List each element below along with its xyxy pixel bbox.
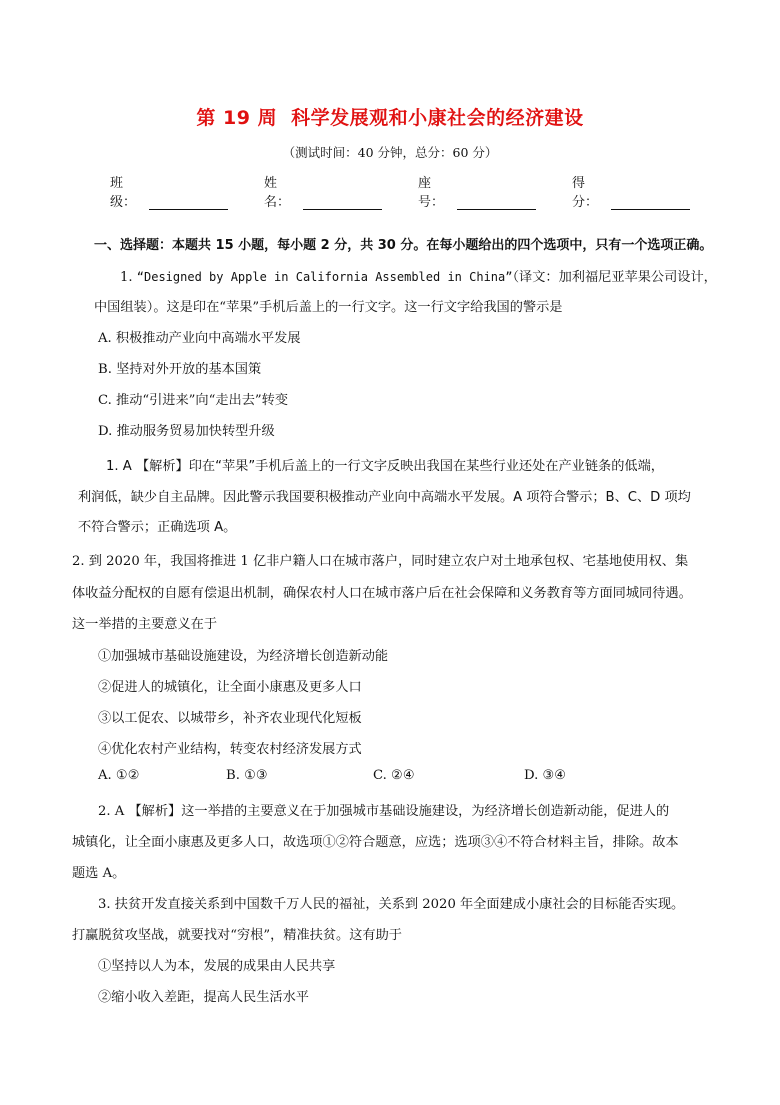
- q2-item-3: ③以工促农、以城带乡，补齐农业现代化短板: [98, 711, 362, 726]
- name-field[interactable]: 姓名：: [264, 172, 382, 210]
- q1-answer-line-2: 利润低，缺少自主品牌。因此警示我国要积极推动产业向中高端水平发展。A 项符合警示；B、C、D 项均: [78, 490, 691, 505]
- q2-option-a: A. ①②: [98, 768, 140, 783]
- q2-item-2: ②促进人的城镇化，让全面小康惠及更多人口: [98, 680, 362, 695]
- q2-line-3: 这一举措的主要意义在于: [72, 617, 218, 632]
- q3-item-1: ①坚持以人为本，发展的成果由人民共享: [98, 959, 336, 974]
- q2-answer-line-3: 题选 A。: [72, 866, 126, 881]
- test-info: （测试时间：40 分钟，总分：60 分）: [282, 145, 498, 160]
- q2-line-2: 体收益分配权的自愿有偿退出机制，确保农村人口在城市落户后在社会保障和义务教育等方面同城同待遇。: [72, 586, 692, 601]
- q3-line-2: 打赢脱贫攻坚战，就要找对“穷根”，精准扶贫。这有助于: [72, 928, 402, 943]
- q1-answer-line-3: 不符合警示；正确选项 A。: [78, 520, 237, 535]
- title-topic: 科学发展观和小康社会的经济建设: [291, 107, 584, 129]
- title-week: 第 19 周: [196, 107, 278, 129]
- q3-item-2: ②缩小收入差距，提高人民生活水平: [98, 990, 309, 1005]
- q1-quote: “Designed by Apple in California Assembled in China”: [136, 270, 513, 284]
- section-heading: 一、选择题：本题共 15 小题，每小题 2 分，共 30 分。在每小题给出的四个选项中，只有一个选项正确。: [94, 238, 713, 253]
- page-title: [0, 103, 780, 130]
- score-field[interactable]: 得分：: [572, 172, 690, 210]
- q1-answer-line-1: 1. A 【解析】印在“苹果”手机后盖上的一行文字反映出我国在某些行业还处在产业链条的低端，: [106, 459, 664, 474]
- q2-line-1: 2. 到 2020 年，我国将推进 1 亿非户籍人口在城市落户，同时建立农户对土地承包权、宅基地使用权、集: [72, 554, 689, 569]
- q2-option-c: C. ②④: [373, 768, 415, 783]
- class-field[interactable]: 班级：: [110, 172, 228, 210]
- q2-answer-line-1: 2. A 【解析】这一举措的主要意义在于加强城市基础设施建设，为经济增长创造新动能，促进人的: [98, 804, 670, 819]
- q2-option-b: B. ①③: [226, 768, 268, 783]
- q1-line-1: 1. “Designed by Apple in California Assembled in China”（译文：加利福尼亚苹果公司设计，: [120, 270, 717, 285]
- blank-line: [611, 196, 690, 210]
- q2-answer-line-2: 城镇化，让全面小康惠及更多人口，故选项①②符合题意，应选；选项③④不符合材料主旨，排除。故本: [72, 835, 679, 850]
- q1-option-b: B. 坚持对外开放的基本国策: [98, 362, 262, 377]
- q1-option-c: C. 推动“引进来”向“走出去”转变: [98, 393, 289, 408]
- q3-line-1: 3. 扶贫开发直接关系到中国数千万人民的福祉，关系到 2020 年全面建成小康社会的目标能否实现。: [98, 897, 685, 912]
- q1-option-a: A. 积极推动产业向中高端水平发展: [98, 331, 301, 346]
- blank-line: [149, 196, 228, 210]
- seat-field[interactable]: 座号：: [418, 172, 536, 210]
- blank-line: [303, 196, 382, 210]
- q1-option-d: D. 推动服务贸易加快转型升级: [98, 424, 275, 439]
- q2-option-d: D. ③④: [524, 768, 567, 783]
- blank-line: [457, 196, 536, 210]
- q2-item-4: ④优化农村产业结构，转变农村经济发展方式: [98, 742, 362, 757]
- q1-line-2: 中国组装）。这是印在“苹果”手机后盖上的一行文字。这一行文字给我国的警示是: [94, 300, 563, 315]
- q2-item-1: ①加强城市基础设施建设，为经济增长创造新动能: [98, 649, 389, 664]
- student-info-fields: [110, 172, 690, 210]
